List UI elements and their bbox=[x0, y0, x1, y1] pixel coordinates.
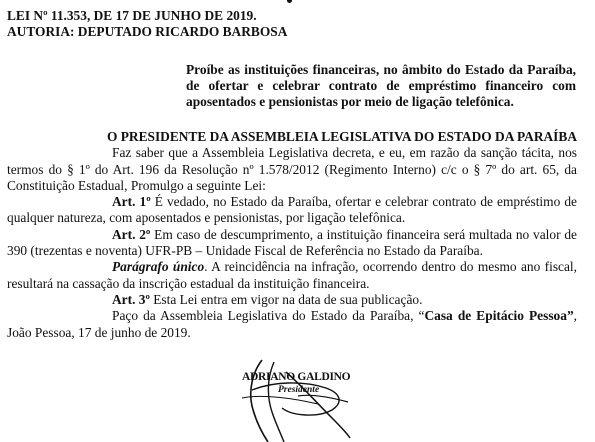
article-3 bbox=[7, 292, 577, 308]
law-header bbox=[7, 8, 287, 40]
closing-suffix: , João Pessoa, 17 de junho de 2019. bbox=[7, 308, 577, 340]
article-3-label: Art. 3º bbox=[112, 291, 150, 307]
president-signature bbox=[222, 358, 387, 442]
law-body bbox=[7, 129, 577, 341]
article-3-text: Esta Lei entra em vigor na data de sua publicação. bbox=[149, 291, 423, 307]
closing-paragraph bbox=[7, 308, 577, 341]
preamble-paragraph: Faz saber que a Assembleia Legislativa decreta, e eu, em razão da sanção tácita, nos termos do § 1º do Art. 196 da Resolução nº 1.578/2012 (Regimento Interno) c/c o § 7º do art. 65, da Constituição Estadual, Promulgo a seguinte Lei: bbox=[7, 145, 577, 193]
top-edge-mark bbox=[287, 0, 292, 3]
article-2-label: Art. 2º bbox=[112, 226, 151, 242]
law-authorship: AUTORIA: DEPUTADO RICARDO BARBOSA bbox=[7, 24, 288, 39]
signature-name: ADRIANO GALDINO bbox=[242, 371, 351, 383]
president-heading: O PRESIDENTE DA ASSEMBLEIA LEGISLATIVA DO ESTADO DA PARAÍBA bbox=[106, 129, 577, 144]
law-number: LEI Nº 11.353, DE 17 DE JUNHO DE 2019. bbox=[7, 8, 257, 23]
article-2 bbox=[7, 227, 577, 260]
article-1 bbox=[7, 194, 577, 227]
closing-place: Casa de Epitácio Pessoa” bbox=[424, 308, 574, 324]
paragrafo-unico-label: Parágrafo único bbox=[112, 259, 205, 275]
article-1-label: Art. 1º bbox=[112, 194, 151, 210]
closing-prefix: Paço da Assembleia Legislativa do Estado da Paraíba, “ bbox=[112, 308, 425, 324]
paragrafo-unico-text: . A reincidência na infração, ocorrendo dentro do mesmo ano fiscal, resultará na cassação da inscrição estadual da instituição financeira. bbox=[7, 259, 577, 291]
law-ementa: Proíbe as instituições financeiras, no âmbito do Estado da Paraíba, de ofertar e celebrar contrato de empréstimo financeiro com aposentados e pensionistas por meio de ligação telefônica. bbox=[186, 62, 576, 110]
paragrafo-unico bbox=[7, 259, 577, 292]
article-2-text: Em caso de descumprimento, a instituição financeira será multada no valor de 390 (trezentas e noventa) UFR-PB – Unidade Fiscal de Referência no Estado da Paraíba. bbox=[7, 226, 577, 259]
article-1-text: É vedado, no Estado da Paraíba, ofertar e celebrar contrato de empréstimo de qualquer natureza, com aposentados e pensionistas, por ligação telefônica. bbox=[7, 194, 577, 226]
signature-role: Presidente bbox=[278, 385, 320, 395]
